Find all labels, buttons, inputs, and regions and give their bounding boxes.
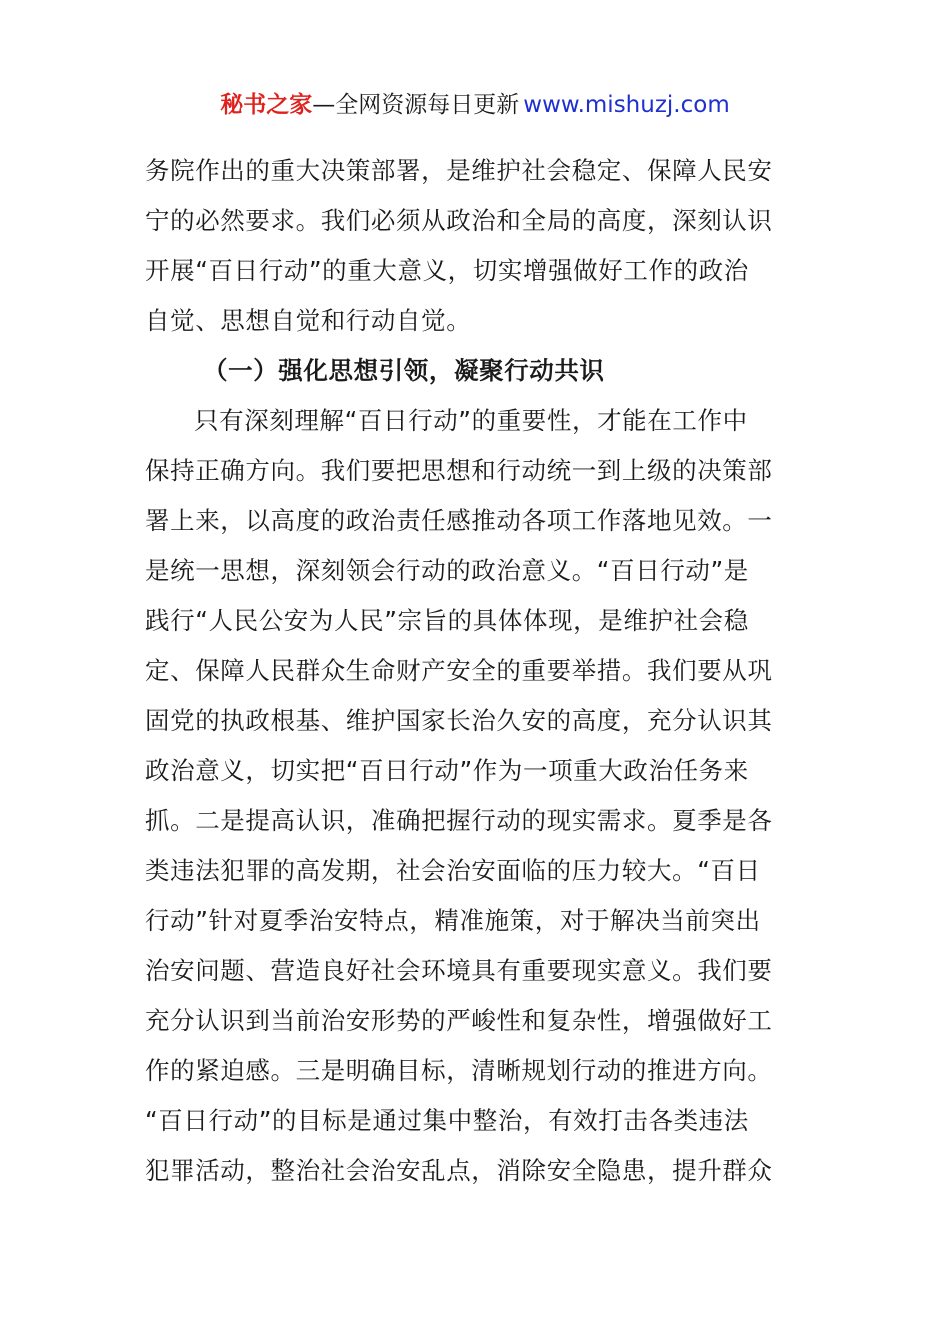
text-line: 治安问题、营造良好社会环境具有重要现实意义。我们要	[145, 956, 773, 985]
document-body	[145, 146, 810, 1196]
text-line: 保持正确方向。我们要把思想和行动统一到上级的决策部	[145, 456, 773, 485]
text-line: 固党的执政根基、维护国家长治久安的高度，充分认识其	[145, 706, 773, 735]
text-line: 作的紧迫感。三是明确目标，清晰规划行动的推进方向。	[145, 1056, 773, 1085]
text-line: 自觉、思想自觉和行动自觉。	[145, 306, 472, 335]
text-line: 犯罪活动，整治社会治安乱点，消除安全隐患，提升群众	[145, 1156, 773, 1185]
text-line: “百日行动”的目标是通过集中整治，有效打击各类违法	[145, 1106, 749, 1135]
site-header	[0, 88, 950, 122]
text-line: 是统一思想，深刻领会行动的政治意义。“百日行动”是	[145, 556, 749, 585]
text-line: 署上来，以高度的政治责任感推动各项工作落地见效。一	[145, 506, 773, 535]
text-line: 开展“百日行动”的重大意义，切实增强做好工作的政治	[145, 256, 749, 285]
text-line: 定、保障人民群众生命财产安全的重要举措。我们要从巩	[145, 656, 773, 685]
text-line: 类违法犯罪的高发期，社会治安面临的压力较大。“百日	[145, 856, 761, 885]
paragraph-first-line: 只有深刻理解“百日行动”的重要性，才能在工作中	[194, 406, 748, 435]
section-heading: （一）强化思想引领，凝聚行动共识	[203, 356, 605, 385]
text-line: 充分认识到当前治安形势的严峻性和复杂性，增强做好工	[145, 1006, 773, 1035]
text-line: 宁的必然要求。我们必须从政治和全局的高度，深刻认识	[145, 206, 773, 235]
text-line: 抓。二是提高认识，准确把握行动的现实需求。夏季是各	[145, 806, 773, 835]
site-brand: 秘书之家	[220, 92, 313, 118]
text-line: 务院作出的重大决策部署，是维护社会稳定、保障人民安	[145, 156, 773, 185]
site-url-link[interactable]: www.mishuzj.com	[523, 92, 730, 118]
text-line: 行动”针对夏季治安特点，精准施策，对于解决当前突出	[145, 906, 761, 935]
text-line: 政治意义，切实把“百日行动”作为一项重大政治任务来	[145, 756, 749, 785]
text-line: 践行“人民公安为人民”宗旨的具体体现，是维护社会稳	[145, 606, 749, 635]
site-slogan: —全网资源每日更新	[312, 92, 520, 118]
